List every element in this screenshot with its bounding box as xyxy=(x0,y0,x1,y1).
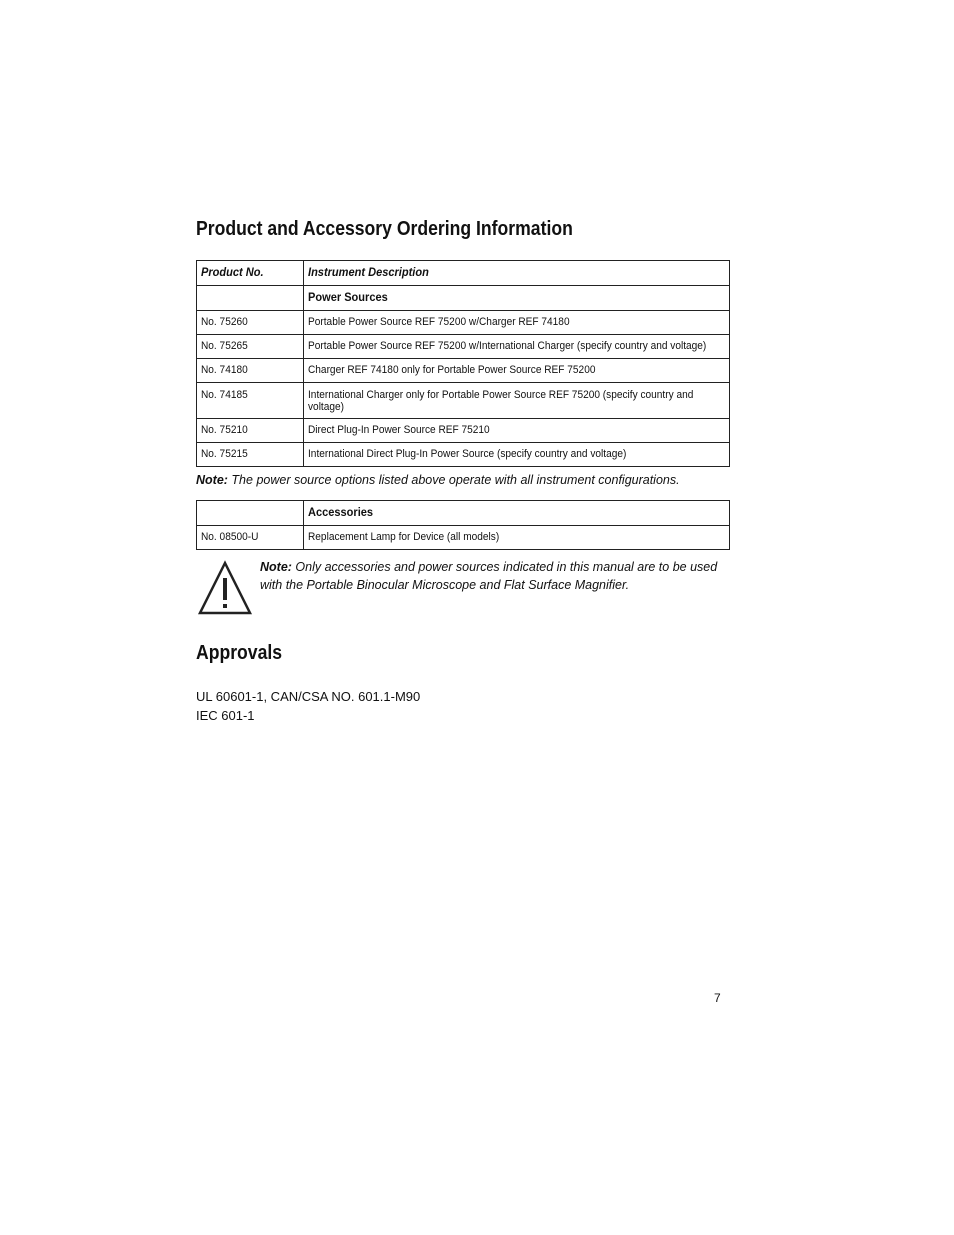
warning-triangle-icon xyxy=(196,560,254,616)
warning-label: Note: xyxy=(260,560,292,574)
empty-cell xyxy=(197,501,304,526)
section-row-power-sources xyxy=(197,286,730,311)
product-no-cell: No. 75210 xyxy=(197,419,304,443)
description-cell: Replacement Lamp for Device (all models) xyxy=(304,526,730,550)
section-row-accessories xyxy=(197,501,730,526)
table-row xyxy=(197,419,730,443)
accessories-table xyxy=(196,500,730,550)
description-cell: Portable Power Source REF 75200 w/International Charger (specify country and voltage) xyxy=(304,335,730,359)
product-no-cell: No. 75265 xyxy=(197,335,304,359)
approvals-list xyxy=(196,687,730,725)
table-row xyxy=(197,311,730,335)
approval-line: IEC 601-1 xyxy=(196,708,255,723)
product-no-cell: No. 08500-U xyxy=(197,526,304,550)
table-header-row xyxy=(197,261,730,286)
product-no-cell: No. 74180 xyxy=(197,359,304,383)
description-cell: Portable Power Source REF 75200 w/Charger REF 74180 xyxy=(304,311,730,335)
section-title-accessories: Accessories xyxy=(304,501,730,526)
approval-line: UL 60601-1, CAN/CSA NO. 601.1-M90 xyxy=(196,689,421,704)
product-no-cell: No. 74185 xyxy=(197,383,304,419)
approvals-section xyxy=(196,642,730,725)
power-sources-table xyxy=(196,260,730,467)
table-row xyxy=(197,526,730,550)
table-row xyxy=(197,443,730,467)
table-row xyxy=(197,359,730,383)
page-heading: Product and Accessory Ordering Information xyxy=(196,218,573,240)
product-no-cell: No. 75215 xyxy=(197,443,304,467)
power-note xyxy=(196,473,730,487)
note-label: Note: xyxy=(196,473,228,487)
header-product-no: Product No. xyxy=(197,261,304,286)
description-cell: International Charger only for Portable Power Source REF 75200 (specify country and voltage) xyxy=(304,383,730,419)
product-no-cell: No. 75260 xyxy=(197,311,304,335)
table-row xyxy=(197,335,730,359)
approvals-heading: Approvals xyxy=(196,642,283,664)
description-cell: Charger REF 74180 only for Portable Power Source REF 75200 xyxy=(304,359,730,383)
empty-cell xyxy=(197,286,304,311)
warning-body: Only accessories and power sources indicated in this manual are to be used with the Portable Binocular Microscope and Flat Surface Magnifier. xyxy=(260,560,718,592)
page-content xyxy=(196,218,730,725)
description-cell: Direct Plug-In Power Source REF 75210 xyxy=(304,419,730,443)
note-text: The power source options listed above operate with all instrument configurations. xyxy=(227,473,680,487)
section-title-power-sources: Power Sources xyxy=(304,286,730,311)
page-number: 7 xyxy=(714,991,721,1005)
description-cell: International Direct Plug-In Power Source (specify country and voltage) xyxy=(304,443,730,467)
header-instrument-description: Instrument Description xyxy=(304,261,730,286)
table-row xyxy=(197,383,730,419)
warning-note xyxy=(196,560,730,616)
warning-text xyxy=(260,558,730,616)
